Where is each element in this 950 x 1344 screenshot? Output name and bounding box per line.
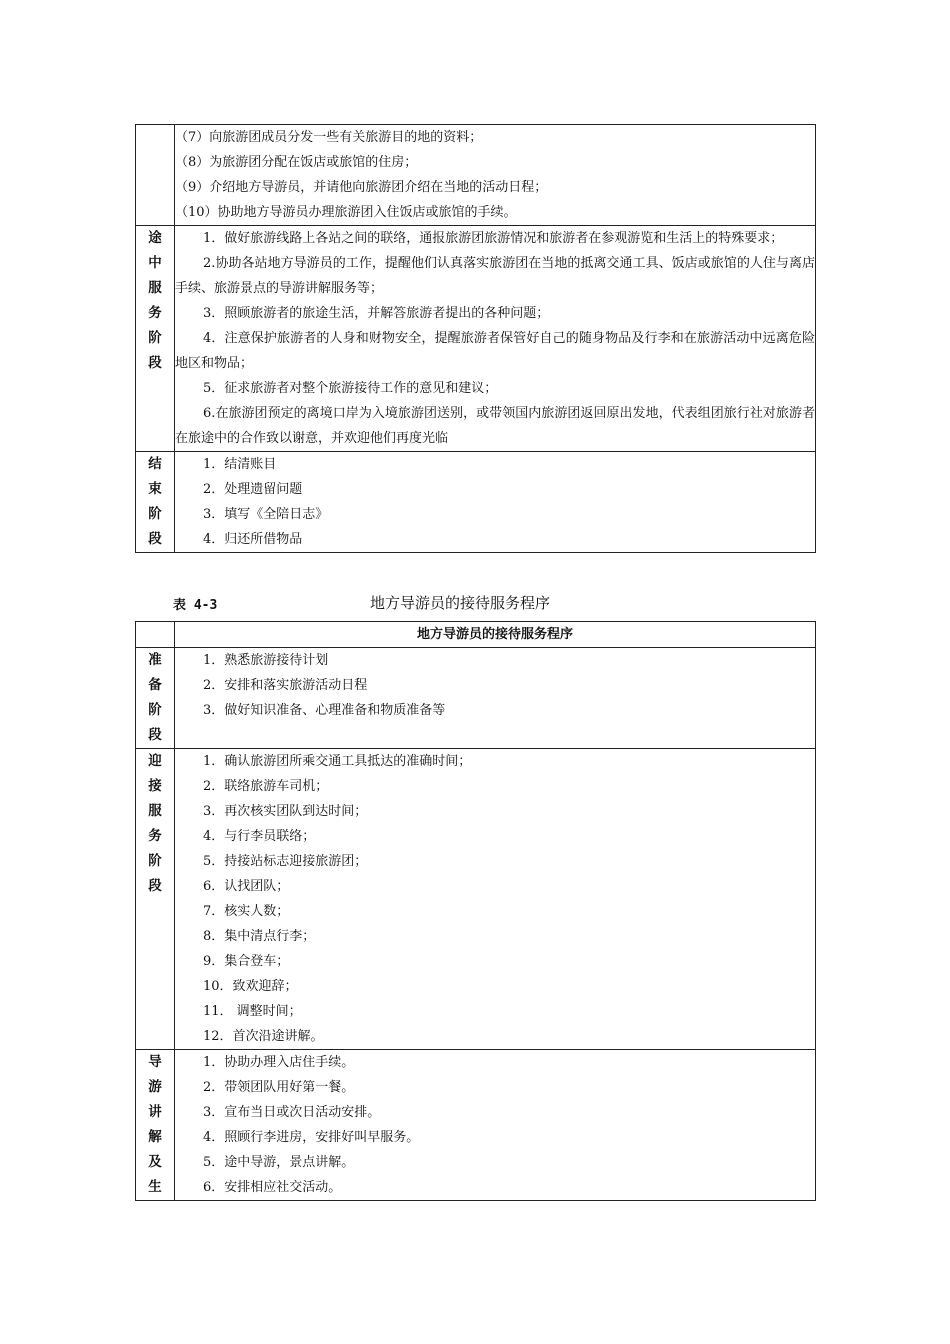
list-item: 1．协助办理入店住手续。 <box>203 1055 355 1070</box>
header-label-empty <box>136 622 175 648</box>
list-item: 4．归还所借物品 <box>203 532 303 547</box>
table-row <box>136 648 816 749</box>
closing-cell <box>175 452 816 553</box>
row-label-preparation: 准 备 阶 段 <box>136 648 175 749</box>
preparation-cell <box>175 648 816 749</box>
list-item: （8）为旅游团分配在饭店或旅馆的住房； <box>175 155 418 170</box>
list-item: 6．安排相应社交活动。 <box>203 1180 342 1195</box>
list-item: 5．持接站标志迎接旅游团； <box>203 854 368 869</box>
table-number: 表 4-3 <box>173 598 218 613</box>
table-row <box>136 1050 816 1201</box>
list-item: （10）协助地方导游员办理旅游团入住饭店或旅馆的手续。 <box>175 205 517 220</box>
table-row <box>136 452 816 553</box>
list-item: 4．注意保护旅游者的人身和财物安全，提醒旅游者保管好自己的随身物品及行李和在旅游活动中远离危险地区和物品； <box>175 331 815 371</box>
list-item: 7．核实人数； <box>203 904 290 919</box>
list-item: 3．做好知识准备、心理准备和物质准备等 <box>203 703 446 718</box>
list-item: 2．带领团队用好第一餐。 <box>203 1080 355 1095</box>
row-label-en-route: 途 中 服 务 阶 段 <box>136 226 175 452</box>
list-item: 4．与行李员联络； <box>203 829 316 844</box>
list-item: 11． 调整时间； <box>203 1004 302 1019</box>
list-item: 1．确认旅游团所乘交通工具抵达的准确时间； <box>203 754 472 769</box>
list-item: 2．安排和落实旅游活动日程 <box>203 678 368 693</box>
list-item: 6.在旅游团预定的离境口岸为入境旅游团送别，或带领国内旅游团返回原出发地，代表组团旅行社对旅游者在旅途中的合作致以谢意，并欢迎他们再度光临 <box>175 406 815 446</box>
list-item: 6．认找团队； <box>203 879 290 894</box>
list-item: 10．致欢迎辞； <box>203 979 298 994</box>
row-label-closing: 结 束 阶 段 <box>136 452 175 553</box>
table-row <box>136 226 816 452</box>
list-item: 5．途中导游，景点讲解。 <box>203 1155 355 1170</box>
list-item: 4．照顾行李进房，安排好叫早服务。 <box>203 1130 420 1145</box>
list-item: 2．联络旅游车司机； <box>203 779 329 794</box>
row-label-reception: 迎 接 服 务 阶 段 <box>136 749 175 1050</box>
row-label-guiding: 导 游 讲 解 及 生 <box>136 1050 175 1201</box>
row-label-empty <box>136 125 175 226</box>
list-item: 3．照顾旅游者的旅途生活，并解答旅游者提出的各种问题； <box>203 306 550 321</box>
list-item: 3．再次核实团队到达时间； <box>203 804 368 819</box>
list-item: 12．首次沿途讲解。 <box>203 1029 324 1044</box>
list-item: 8．集中清点行李； <box>203 929 316 944</box>
list-item: 2．处理遗留问题 <box>203 482 303 497</box>
list-item: 2.协助各站地方导游员的工作，提醒他们认真落实旅游团在当地的抵离交通工具、饭店或旅馆的人住与离店手续、旅游景点的导游讲解服务等； <box>175 256 815 296</box>
en-route-cell <box>175 226 816 452</box>
table-header-row <box>136 622 816 648</box>
reception-cell <box>175 749 816 1050</box>
list-item: 5．征求旅游者对整个旅游接待工作的意见和建议； <box>203 381 498 396</box>
list-item: 1．熟悉旅游接待计划 <box>203 653 329 668</box>
table-row <box>136 749 816 1050</box>
table-header: 地方导游员的接待服务程序 <box>175 622 816 648</box>
table-full-escort-procedure <box>135 124 816 553</box>
table-row <box>136 125 816 226</box>
list-item: （9）介绍地方导游员，并请他向旅游团介绍在当地的活动日程； <box>175 180 548 195</box>
list-item: 9．集合登车； <box>203 954 290 969</box>
continuation-cell <box>175 125 816 226</box>
list-item: （7）向旅游团成员分发一些有关旅游目的地的资料； <box>175 130 483 145</box>
guiding-cell <box>175 1050 816 1201</box>
list-item: 3．宣布当日或次日活动安排。 <box>203 1105 381 1120</box>
table-title: 地方导游员的接待服务程序 <box>370 594 551 612</box>
table-local-guide-procedure <box>135 621 816 1201</box>
list-item: 3．填写《全陪日志》 <box>203 507 329 522</box>
list-item: 1．做好旅游线路上各站之间的联络，通报旅游团旅游情况和旅游者在参观游览和生活上的特殊要求； <box>203 231 784 246</box>
list-item: 1．结清账目 <box>203 457 277 472</box>
